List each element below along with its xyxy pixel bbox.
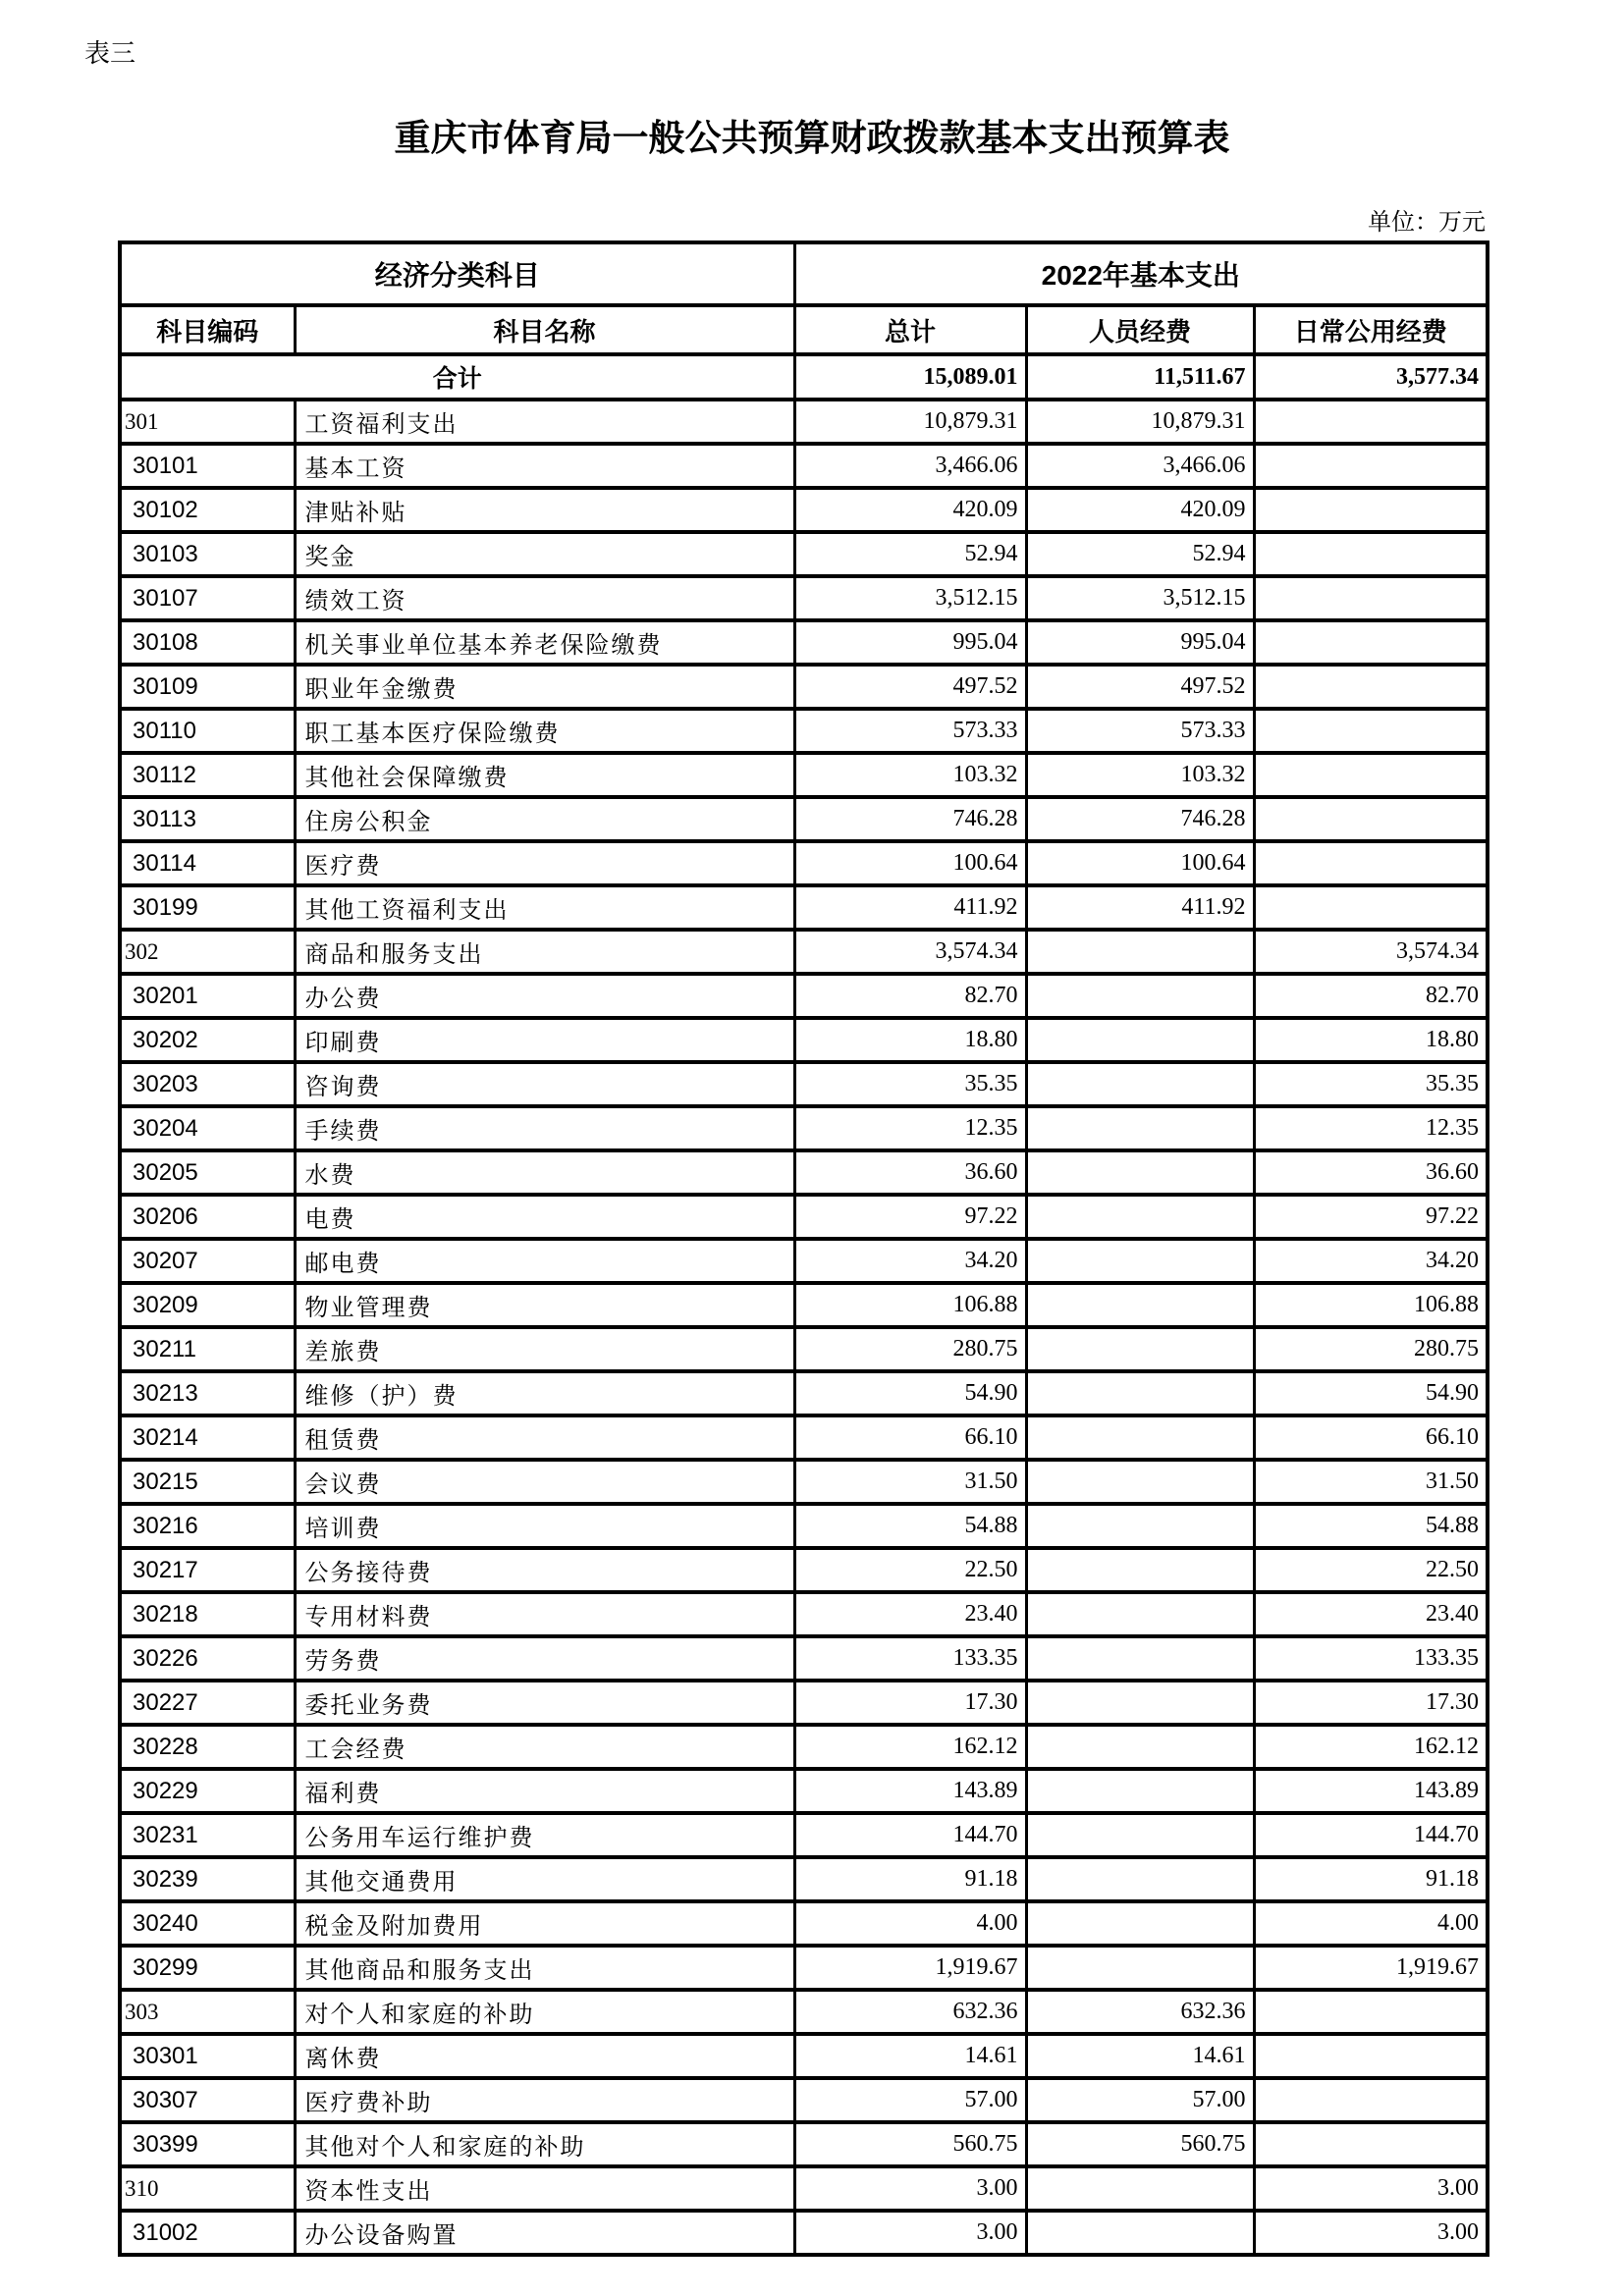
subject-name-cell: 培训费: [295, 1504, 794, 1548]
personnel-value-cell: 103.32: [1026, 753, 1254, 797]
subject-name-cell: 差旅费: [295, 1327, 794, 1371]
table-row: [120, 1857, 1488, 1901]
personnel-value-cell: 411.92: [1026, 885, 1254, 930]
subject-code-cell: 30307: [120, 2078, 295, 2122]
subject-name-cell: 医疗费: [295, 841, 794, 885]
total-value-cell: 3.00: [794, 2166, 1026, 2211]
table-row: [120, 885, 1488, 930]
personnel-value-cell: [1026, 1681, 1254, 1725]
total-value-cell: 12.35: [794, 1106, 1026, 1150]
daily-value-cell: 3,574.34: [1254, 930, 1488, 974]
page-title: 重庆市体育局一般公共预算财政拨款基本支出预算表: [394, 118, 1230, 158]
subject-code-cell: 30240: [120, 1901, 295, 1946]
daily-value-cell: 1,919.67: [1254, 1946, 1488, 1990]
personnel-value-cell: 560.75: [1026, 2122, 1254, 2166]
personnel-value-cell: 573.33: [1026, 709, 1254, 753]
personnel-value-cell: [1026, 1504, 1254, 1548]
daily-value-cell: 12.35: [1254, 1106, 1488, 1150]
daily-value-cell: [1254, 620, 1488, 665]
personnel-value-cell: [1026, 1769, 1254, 1813]
subject-code-cell: 30201: [120, 974, 295, 1018]
total-value-cell: 18.80: [794, 1018, 1026, 1062]
subject-code-cell: 30213: [120, 1371, 295, 1415]
daily-value-cell: 17.30: [1254, 1681, 1488, 1725]
subject-name-cell: 咨询费: [295, 1062, 794, 1106]
subject-name-cell: 机关事业单位基本养老保险缴费: [295, 620, 794, 665]
table-row: [120, 1946, 1488, 1990]
personnel-value-cell: 3,512.15: [1026, 576, 1254, 620]
subject-code-cell: 30113: [120, 797, 295, 841]
personnel-value-cell: [1026, 1636, 1254, 1681]
table-row: [120, 1106, 1488, 1150]
table-body: [120, 354, 1488, 2255]
total-value-cell: 23.40: [794, 1592, 1026, 1636]
subject-name-cell: 办公费: [295, 974, 794, 1018]
subject-name-cell: 商品和服务支出: [295, 930, 794, 974]
total-value-cell: 995.04: [794, 620, 1026, 665]
daily-value-cell: 22.50: [1254, 1548, 1488, 1592]
header-group-row: [120, 242, 1488, 305]
personnel-value-cell: [1026, 1195, 1254, 1239]
table-row: [120, 1239, 1488, 1283]
subject-code-cell: 30109: [120, 665, 295, 709]
subject-name-cell: 手续费: [295, 1106, 794, 1150]
total-value-cell: 54.90: [794, 1371, 1026, 1415]
subject-name-cell: 邮电费: [295, 1239, 794, 1283]
subject-name-cell: 福利费: [295, 1769, 794, 1813]
daily-value-cell: 82.70: [1254, 974, 1488, 1018]
daily-value-cell: 280.75: [1254, 1327, 1488, 1371]
personnel-value-cell: [1026, 1062, 1254, 1106]
subject-code-cell: 30114: [120, 841, 295, 885]
table-row: [120, 2122, 1488, 2166]
subject-name-cell: 其他交通费用: [295, 1857, 794, 1901]
table-row: [120, 1195, 1488, 1239]
header-columns-row: [120, 305, 1488, 354]
subject-name-cell: 津贴补贴: [295, 488, 794, 532]
personnel-value-cell: [1026, 1106, 1254, 1150]
subject-name-cell: 其他社会保障缴费: [295, 753, 794, 797]
personnel-value-cell: 746.28: [1026, 797, 1254, 841]
personnel-value-cell: 3,466.06: [1026, 444, 1254, 488]
table-row: [120, 1371, 1488, 1415]
subject-name-cell: 其他商品和服务支出: [295, 1946, 794, 1990]
subject-name-cell: 会议费: [295, 1460, 794, 1504]
subject-code-cell: 31002: [120, 2211, 295, 2255]
subject-name-cell: 租赁费: [295, 1415, 794, 1460]
personnel-value-cell: 632.36: [1026, 1990, 1254, 2034]
daily-value-cell: [1254, 400, 1488, 444]
subject-code-cell: 30399: [120, 2122, 295, 2166]
subject-name-cell: 其他工资福利支出: [295, 885, 794, 930]
daily-value-cell: [1254, 444, 1488, 488]
daily-value-cell: 3.00: [1254, 2211, 1488, 2255]
total-value-cell: 497.52: [794, 665, 1026, 709]
personnel-value-cell: [1026, 1901, 1254, 1946]
total-value-cell: 411.92: [794, 885, 1026, 930]
daily-value-cell: [1254, 753, 1488, 797]
subject-name-cell: 办公设备购置: [295, 2211, 794, 2255]
total-value-cell: 10,879.31: [794, 400, 1026, 444]
daily-value-cell: [1254, 885, 1488, 930]
table-row: [120, 1327, 1488, 1371]
subject-code-cell: 30227: [120, 1681, 295, 1725]
total-value-cell: 106.88: [794, 1283, 1026, 1327]
table-row: [120, 400, 1488, 444]
total-value-cell: 35.35: [794, 1062, 1026, 1106]
daily-value-cell: [1254, 576, 1488, 620]
total-value-cell: 746.28: [794, 797, 1026, 841]
personnel-value-cell: [1026, 2166, 1254, 2211]
subject-code-cell: 30215: [120, 1460, 295, 1504]
personnel-value-cell: 52.94: [1026, 532, 1254, 576]
total-value-cell: 14.61: [794, 2034, 1026, 2078]
daily-value-cell: [1254, 2034, 1488, 2078]
header-subject-code: 科目编码: [120, 305, 295, 354]
subject-code-cell: 30231: [120, 1813, 295, 1857]
total-value-cell: 31.50: [794, 1460, 1026, 1504]
daily-value-cell: [1254, 1990, 1488, 2034]
personnel-value-cell: [1026, 1857, 1254, 1901]
subject-code-cell: 30112: [120, 753, 295, 797]
total-value-cell: 4.00: [794, 1901, 1026, 1946]
personnel-value-cell: [1026, 1239, 1254, 1283]
subject-code-cell: 30228: [120, 1725, 295, 1769]
daily-value-cell: [1254, 2078, 1488, 2122]
subject-code-cell: 30229: [120, 1769, 295, 1813]
subject-code-cell: 30211: [120, 1327, 295, 1371]
subject-code-cell: 30301: [120, 2034, 295, 2078]
personnel-value-cell: [1026, 974, 1254, 1018]
header-subject-name: 科目名称: [295, 305, 794, 354]
table-row: [120, 1592, 1488, 1636]
daily-value-cell: [1254, 709, 1488, 753]
total-value-cell: 144.70: [794, 1813, 1026, 1857]
total-value-cell: 91.18: [794, 1857, 1026, 1901]
personnel-value-cell: [1026, 1460, 1254, 1504]
total-value-cell: 36.60: [794, 1150, 1026, 1195]
personnel-value-cell: [1026, 930, 1254, 974]
table-row: [120, 1062, 1488, 1106]
subject-code-cell: 30103: [120, 532, 295, 576]
subject-name-cell: 对个人和家庭的补助: [295, 1990, 794, 2034]
daily-value-cell: 66.10: [1254, 1415, 1488, 1460]
subject-code-cell: 30217: [120, 1548, 295, 1592]
daily-value-cell: 54.90: [1254, 1371, 1488, 1415]
table-row: [120, 930, 1488, 974]
table-row: [120, 797, 1488, 841]
total-value-cell: 3.00: [794, 2211, 1026, 2255]
personnel-value-cell: [1026, 1018, 1254, 1062]
subject-code-cell: 30107: [120, 576, 295, 620]
personnel-value-cell: 10,879.31: [1026, 400, 1254, 444]
subject-code-cell: 30202: [120, 1018, 295, 1062]
total-value-cell: 560.75: [794, 2122, 1026, 2166]
table-row: [120, 1769, 1488, 1813]
grand-total-total-value: 15,089.01: [794, 354, 1026, 400]
subject-name-cell: 医疗费补助: [295, 2078, 794, 2122]
total-value-cell: 162.12: [794, 1725, 1026, 1769]
subject-code-cell: 30218: [120, 1592, 295, 1636]
total-value-cell: 34.20: [794, 1239, 1026, 1283]
budget-table: [118, 240, 1489, 2257]
daily-value-cell: [1254, 532, 1488, 576]
table-row: [120, 753, 1488, 797]
table-row: [120, 532, 1488, 576]
subject-code-cell: 303: [120, 1990, 295, 2034]
table-row: [120, 1150, 1488, 1195]
subject-code-cell: 30110: [120, 709, 295, 753]
subject-code-cell: 310: [120, 2166, 295, 2211]
subject-code-cell: 301: [120, 400, 295, 444]
subject-name-cell: 离休费: [295, 2034, 794, 2078]
header-personnel-funds: 人员经费: [1026, 305, 1254, 354]
daily-value-cell: 91.18: [1254, 1857, 1488, 1901]
table-number-label: 表三: [84, 39, 136, 68]
subject-name-cell: 其他对个人和家庭的补助: [295, 2122, 794, 2166]
subject-name-cell: 公务接待费: [295, 1548, 794, 1592]
table-row: [120, 1725, 1488, 1769]
table-row: [120, 1504, 1488, 1548]
subject-name-cell: 绩效工资: [295, 576, 794, 620]
total-value-cell: 1,919.67: [794, 1946, 1026, 1990]
daily-value-cell: [1254, 2122, 1488, 2166]
subject-code-cell: 30108: [120, 620, 295, 665]
subject-name-cell: 工资福利支出: [295, 400, 794, 444]
subject-name-cell: 税金及附加费用: [295, 1901, 794, 1946]
subject-name-cell: 公务用车运行维护费: [295, 1813, 794, 1857]
table-row: [120, 1636, 1488, 1681]
personnel-value-cell: [1026, 1813, 1254, 1857]
total-value-cell: 573.33: [794, 709, 1026, 753]
daily-value-cell: 35.35: [1254, 1062, 1488, 1106]
subject-code-cell: 30299: [120, 1946, 295, 1990]
subject-code-cell: 30239: [120, 1857, 295, 1901]
total-value-cell: 3,574.34: [794, 930, 1026, 974]
total-value-cell: 103.32: [794, 753, 1026, 797]
daily-value-cell: [1254, 665, 1488, 709]
daily-value-cell: [1254, 841, 1488, 885]
personnel-value-cell: 420.09: [1026, 488, 1254, 532]
subject-name-cell: 奖金: [295, 532, 794, 576]
table-row: [120, 620, 1488, 665]
header-daily-public-funds: 日常公用经费: [1254, 305, 1488, 354]
total-value-cell: 100.64: [794, 841, 1026, 885]
table-row: [120, 1990, 1488, 2034]
table-row: [120, 1548, 1488, 1592]
subject-name-cell: 资本性支出: [295, 2166, 794, 2211]
total-value-cell: 143.89: [794, 1769, 1026, 1813]
personnel-value-cell: 995.04: [1026, 620, 1254, 665]
personnel-value-cell: [1026, 2211, 1254, 2255]
grand-total-daily-value: 3,577.34: [1254, 354, 1488, 400]
subject-code-cell: 30205: [120, 1150, 295, 1195]
personnel-value-cell: [1026, 1150, 1254, 1195]
total-value-cell: 3,466.06: [794, 444, 1026, 488]
personnel-value-cell: [1026, 1283, 1254, 1327]
total-value-cell: 52.94: [794, 532, 1026, 576]
daily-value-cell: 36.60: [1254, 1150, 1488, 1195]
subject-code-cell: 30204: [120, 1106, 295, 1150]
table-row: [120, 665, 1488, 709]
total-value-cell: 133.35: [794, 1636, 1026, 1681]
daily-value-cell: 3.00: [1254, 2166, 1488, 2211]
daily-value-cell: 54.88: [1254, 1504, 1488, 1548]
total-value-cell: 82.70: [794, 974, 1026, 1018]
personnel-value-cell: [1026, 1946, 1254, 1990]
grand-total-row: [120, 354, 1488, 400]
header-year-basic-expenditure: 2022年基本支出: [794, 242, 1488, 305]
daily-value-cell: 31.50: [1254, 1460, 1488, 1504]
table-row: [120, 1415, 1488, 1460]
subject-name-cell: 物业管理费: [295, 1283, 794, 1327]
personnel-value-cell: [1026, 1371, 1254, 1415]
subject-name-cell: 维修（护）费: [295, 1371, 794, 1415]
subject-code-cell: 30214: [120, 1415, 295, 1460]
daily-value-cell: 144.70: [1254, 1813, 1488, 1857]
table-row: [120, 1901, 1488, 1946]
unit-note: 单位：万元: [1368, 210, 1486, 236]
daily-value-cell: 106.88: [1254, 1283, 1488, 1327]
table-row: [120, 709, 1488, 753]
subject-code-cell: 30216: [120, 1504, 295, 1548]
personnel-value-cell: [1026, 1415, 1254, 1460]
total-value-cell: 17.30: [794, 1681, 1026, 1725]
header-economic-category: 经济分类科目: [120, 242, 794, 305]
personnel-value-cell: 497.52: [1026, 665, 1254, 709]
total-value-cell: 632.36: [794, 1990, 1026, 2034]
personnel-value-cell: 57.00: [1026, 2078, 1254, 2122]
table-row: [120, 444, 1488, 488]
subject-name-cell: 职业年金缴费: [295, 665, 794, 709]
daily-value-cell: 143.89: [1254, 1769, 1488, 1813]
subject-name-cell: 水费: [295, 1150, 794, 1195]
table-row: [120, 1283, 1488, 1327]
total-value-cell: 57.00: [794, 2078, 1026, 2122]
personnel-value-cell: 14.61: [1026, 2034, 1254, 2078]
daily-value-cell: [1254, 488, 1488, 532]
daily-value-cell: 34.20: [1254, 1239, 1488, 1283]
daily-value-cell: 133.35: [1254, 1636, 1488, 1681]
daily-value-cell: 23.40: [1254, 1592, 1488, 1636]
subject-code-cell: 30199: [120, 885, 295, 930]
personnel-value-cell: [1026, 1725, 1254, 1769]
personnel-value-cell: [1026, 1327, 1254, 1371]
grand-total-label: 合计: [120, 354, 794, 400]
subject-code-cell: 302: [120, 930, 295, 974]
subject-name-cell: 住房公积金: [295, 797, 794, 841]
subject-code-cell: 30206: [120, 1195, 295, 1239]
personnel-value-cell: 100.64: [1026, 841, 1254, 885]
subject-name-cell: 委托业务费: [295, 1681, 794, 1725]
personnel-value-cell: [1026, 1548, 1254, 1592]
daily-value-cell: 97.22: [1254, 1195, 1488, 1239]
subject-name-cell: 专用材料费: [295, 1592, 794, 1636]
subject-code-cell: 30207: [120, 1239, 295, 1283]
daily-value-cell: 162.12: [1254, 1725, 1488, 1769]
total-value-cell: 66.10: [794, 1415, 1026, 1460]
total-value-cell: 420.09: [794, 488, 1026, 532]
daily-value-cell: 4.00: [1254, 1901, 1488, 1946]
table-row: [120, 1681, 1488, 1725]
total-value-cell: 280.75: [794, 1327, 1026, 1371]
personnel-value-cell: [1026, 1592, 1254, 1636]
subject-code-cell: 30102: [120, 488, 295, 532]
grand-total-personnel-value: 11,511.67: [1026, 354, 1254, 400]
total-value-cell: 3,512.15: [794, 576, 1026, 620]
subject-code-cell: 30203: [120, 1062, 295, 1106]
table-row: [120, 1460, 1488, 1504]
subject-code-cell: 30209: [120, 1283, 295, 1327]
subject-name-cell: 工会经费: [295, 1725, 794, 1769]
subject-name-cell: 电费: [295, 1195, 794, 1239]
daily-value-cell: 18.80: [1254, 1018, 1488, 1062]
total-value-cell: 97.22: [794, 1195, 1026, 1239]
table-row: [120, 1813, 1488, 1857]
table-row: [120, 974, 1488, 1018]
total-value-cell: 54.88: [794, 1504, 1026, 1548]
table-row: [120, 841, 1488, 885]
table-row: [120, 2078, 1488, 2122]
daily-value-cell: [1254, 797, 1488, 841]
table-row: [120, 2211, 1488, 2255]
table-row: [120, 1018, 1488, 1062]
table-row: [120, 2166, 1488, 2211]
subject-code-cell: 30226: [120, 1636, 295, 1681]
subject-name-cell: 劳务费: [295, 1636, 794, 1681]
subject-name-cell: 职工基本医疗保险缴费: [295, 709, 794, 753]
table-row: [120, 488, 1488, 532]
table-row: [120, 2034, 1488, 2078]
subject-name-cell: 基本工资: [295, 444, 794, 488]
table-row: [120, 576, 1488, 620]
header-total: 总计: [794, 305, 1026, 354]
subject-name-cell: 印刷费: [295, 1018, 794, 1062]
subject-code-cell: 30101: [120, 444, 295, 488]
total-value-cell: 22.50: [794, 1548, 1026, 1592]
